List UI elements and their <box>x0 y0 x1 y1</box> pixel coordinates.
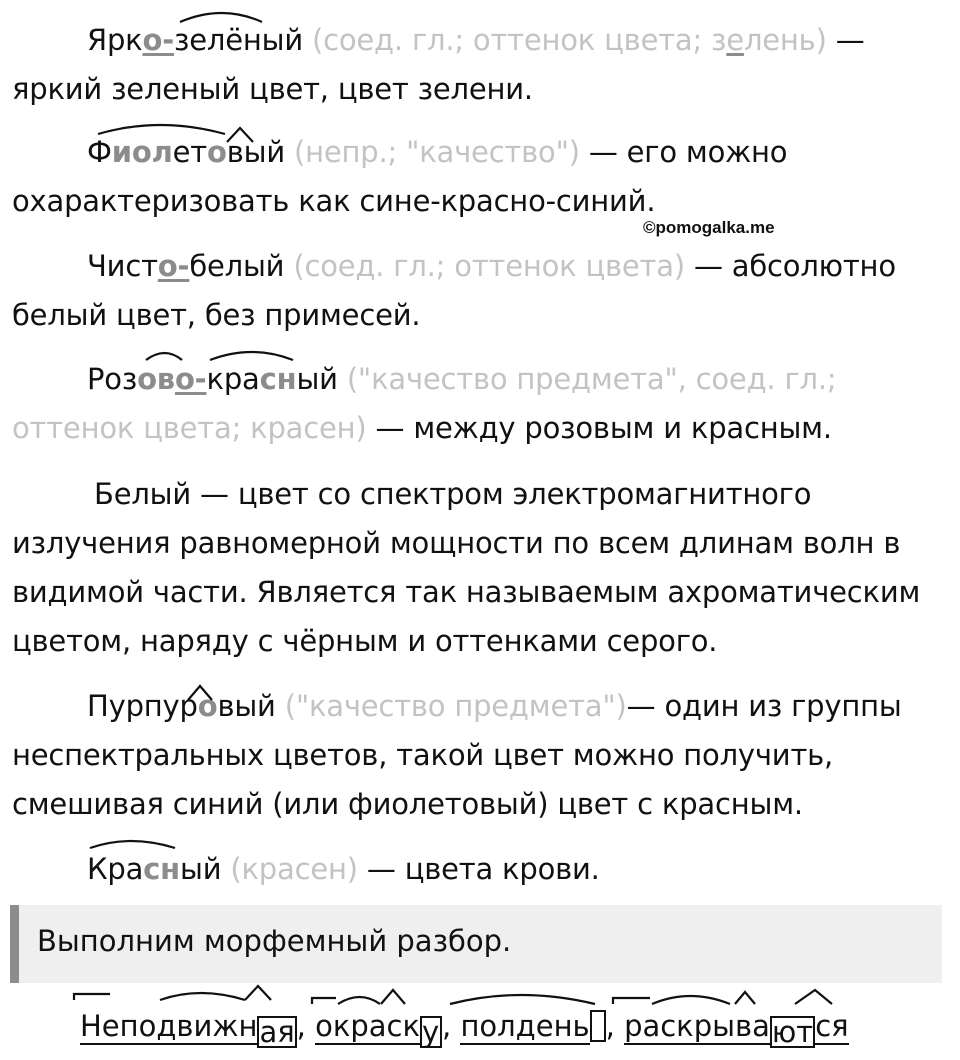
gloss: ("качество предмета") <box>275 689 627 723</box>
dash: — <box>826 23 865 57</box>
gloss: (красен) <box>221 852 358 886</box>
word-part: ый <box>180 852 222 886</box>
word-part: белый <box>189 249 285 283</box>
gloss: (непр.; "качество") <box>284 135 580 169</box>
suffix-mark <box>381 990 405 1004</box>
root-arc <box>160 993 245 1000</box>
prefix-mark <box>312 998 336 1004</box>
word-part: сн <box>143 852 180 886</box>
gloss-text: лень) <box>743 23 827 57</box>
gloss: ("качество предмета", соед. гл.; оттенок цвета; красен) <box>12 362 837 445</box>
separator: , <box>296 1009 306 1043</box>
morpheme-stem: раскрыва <box>624 1009 770 1043</box>
watermark: ©pomogalka.me <box>643 218 775 237</box>
paragraph-text: — цвета крови. <box>357 852 600 886</box>
root-arc <box>338 997 380 1004</box>
morpheme-ending: у <box>420 1016 442 1048</box>
separator: , <box>442 1009 452 1043</box>
callout-text: Выполним морфемный разбор. <box>37 924 512 958</box>
paragraph-yarko-zeleny <box>12 16 942 114</box>
morpheme-ending: ая <box>259 1015 295 1049</box>
paragraph-rozovo-krasny <box>12 355 942 453</box>
word-part: вый <box>226 135 285 169</box>
callout-box <box>10 905 942 983</box>
gloss: (соед. гл.; оттенок цвета) <box>284 249 685 283</box>
paragraph-fioletovy <box>12 128 942 226</box>
root-arc <box>652 996 730 1004</box>
word-part: сн <box>259 362 297 396</box>
suffix-mark <box>245 986 271 1000</box>
morpheme-stem: полдень <box>460 1009 590 1043</box>
paragraph-text: Белый — цвет со спектром электромагнитного излучения равномерной мощности по всем длинам волн в видимой части. Является так называемым ахроматическим цветом, наряду с чёрным и оттенками серого. <box>12 477 921 658</box>
paragraph-text: — абсолютно белый цвет, без примесей. <box>12 249 896 332</box>
morpheme-stem: Неподвижн <box>80 1009 258 1043</box>
paragraph-bely <box>12 470 942 666</box>
word-part: вый <box>217 689 276 723</box>
word-part: о <box>197 689 218 723</box>
word-part: зелёный <box>174 23 303 57</box>
separator: , <box>605 1009 615 1043</box>
prefix-mark <box>613 998 650 1004</box>
gloss-letter: е <box>726 23 744 57</box>
root-arc <box>450 995 595 1004</box>
morpheme-stem: окраск <box>315 1009 420 1043</box>
word-part: Ярк <box>87 23 143 57</box>
suffix-mark <box>735 992 755 1004</box>
word-part: Чист <box>87 249 158 283</box>
morpheme-postfix: ся <box>815 1009 849 1043</box>
word-part: ый <box>296 362 338 396</box>
prefix-mark <box>74 994 110 1000</box>
morpheme-ending: ют <box>771 1015 814 1049</box>
morpheme-zero-ending <box>590 1010 606 1042</box>
suffix-mark <box>795 990 832 1004</box>
word-part: о <box>207 135 227 169</box>
connecting-vowel: о- <box>142 23 175 57</box>
paragraph-text: — его можно охарактеризовать как сине-красно-синий. <box>12 135 788 218</box>
paragraph-text: — между розовым и красным. <box>366 411 832 445</box>
gloss-text: (соед. гл.; оттенок цвета; з <box>303 23 727 57</box>
word-part: ет <box>172 135 207 169</box>
gloss <box>303 23 827 57</box>
paragraph-krasny <box>12 845 942 894</box>
paragraph-text: яркий зеленый цвет, цвет зелени. <box>12 72 533 106</box>
paragraph-purpurovy <box>12 682 942 829</box>
word-part: Роз <box>87 362 138 396</box>
morpheme-analysis-line <box>80 1005 849 1048</box>
word-part: иол <box>111 135 173 169</box>
connecting-vowel: о- <box>174 362 207 396</box>
word-part: Ф <box>87 135 112 169</box>
word-part: Пурпур <box>87 689 198 723</box>
word-part: кра <box>206 362 260 396</box>
paragraph-text: — один из группы неспектральных цветов, такой цвет можно получить, смешивая синий (или фиолетовый) цвет с красным. <box>12 689 902 821</box>
paragraph-chisto-bely <box>12 242 942 340</box>
word-part: Кра <box>87 852 144 886</box>
connecting-vowel: о- <box>157 249 190 283</box>
word-part: ов <box>137 362 175 396</box>
